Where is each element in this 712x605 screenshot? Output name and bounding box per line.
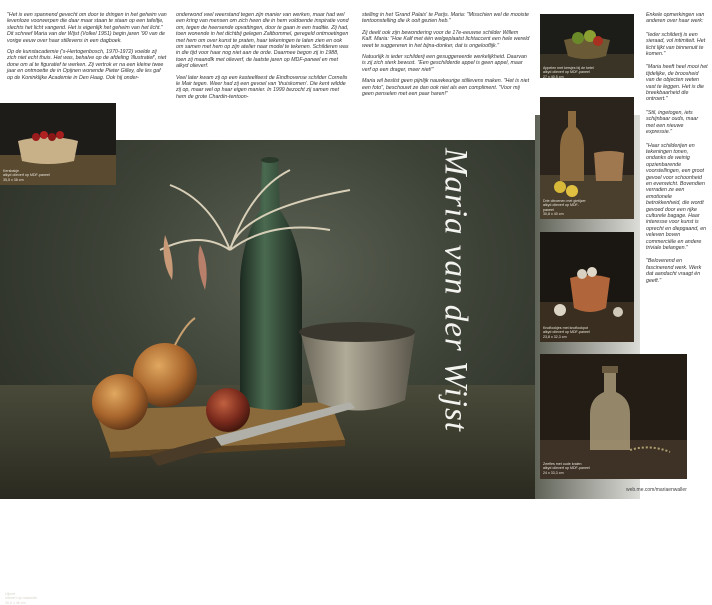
paragraph: Enkele opmerkingen van anderen over haar werk: [646,12,705,25]
paragraph: Veel later kwam zij op een kasteelfeest de Eindhovense schilder Cornelis le Mair tegen. Weer had zij een gevoel van 'thuiskomen'. Die kent wildde zij op, maar wel op haar eigen manier. In 1999 bezocht zij samen met hem de grote Chardin-tentoon- [176,74,348,100]
artwork-caption: Appelen met kersjes bij de ketel alkyd olieverf op MDF-paneel 27 x 40,5 cm [543,66,594,79]
artwork-kersbakje [0,103,116,185]
main-painting-caption: Uijmet olieverf op masonite 30,5 x 46 cm [5,592,38,605]
website-url[interactable]: web.me.com/mariaenwaller [626,487,687,493]
article-column-1 [7,12,167,86]
artwork-appelen [540,14,634,78]
paragraph: Op de kunstacademie ('s-Hertogenbosch, 1970-1972) voelde zij zich niet echt thuis. Het was, behalve op de afdeling 'illustratief', niet done om al te figuratief te werken. Zij vertrok er na een kleine twee jaar en ontmoette de in Opijnen wonende Pieter Gilley, die les gaf op de Koninklijke Academie in Den Haag. Ook hij onder- [7,49,167,81]
artwork-citroenen [540,97,634,219]
paragraph: stelling in het 'Grand Palais' te Parijs. Maria: "Misschien wel de mooiste tentoonstelling die ik ooit gezien heb." [362,12,529,25]
paragraph: Natuurlijk is ieder schilderij een gesuggereerde werkelijkheid. Daarvan is zij zich sterk bewust. "Een geschilderde appel is geen appel, maar verf op een drager, meer niet!" [362,54,527,73]
artist-name-title: Maria van der Wijst [437,148,474,432]
paragraph: "Het is een spannend gevecht om door te dringen in het geheim van levenloze voorwerpen die daar maar staan te staan op een tafeltje, slechts het licht vangend. Het is eigenlijk het geheim van het licht." Dit schreef Maria van der Wijst (Volkel 1951) begin jaren '90 van de vorige eeuw over haar stillevens in een dagboek. [7,12,167,44]
paragraph: Zij deelt ook zijn bewondering voor de 17e-eeuwse schilder Willem Kalf. Maria: "Hoe Kalf met één welgeplaatst lichtaccent een hele wereld weet te suggereren in het bijna-donker, dat is ongelooflijk." [362,29,530,49]
quote: "Ieder schilderij is een sieraad, vol intimiteit. Het licht lijkt van binnenuit te komen." [646,31,706,58]
artwork-zeefles [540,354,687,479]
artwork-caption: Drie citroenen met gietijzer alkyd olieverf op MDF- paneel 30,8 x 40 cm [543,199,586,217]
quote: "Haar schilderijen en tekeningen tonen, ondanks de weinig opzienbarende voorstellingen, een groot gevoel voor schoonheid en evenwicht. Bovendien verraden ze een emotionele betrokkenheid, die wordt gevoed door een rijke culturele bagage. Haar interesse voor kunst is oprecht en diepgaand, en veleven boven commerciële en andere triviale belangen." [646,142,707,251]
article-column-3 [362,12,530,102]
artwork-knoflook [540,232,634,342]
quote: "Stil, ingetogen, iets schijnbaar ouds, maar met een nieuwe expressie." [646,109,699,136]
artwork-caption: Zeefles met oude kralen alkyd olieverf op MDF-paneel 24 x 33,3 cm [543,462,590,475]
artwork-caption: Knoflookjes met knoflookpot alkyd olieverf op MDF-paneel 23,8 x 32,3 cm [543,326,590,339]
paragraph: onderwond veel weerstand tegen zijn manier van werken, maar had wel een kring van mensen om zich heen die in hem voldoende inspiratie vond om, tegen de heersende opvattingen, door te gaan in een traditie. Zij had, toen wonende in het dichtbij gelegen Zaltbommel, geregeld ontmoetingen met hem om over kunst te praten, haar tekeningen te laten zien en ook om samen met hem op zijn atelier naar model te tekenen. Schilderen was in die tijd voor haar nog niet aan de orde. Daarmee begon zij in 1988, toen zij maandlk met olieverf, de laatste jaren op MDF-paneel en met alkyd olieverf. [176,12,349,70]
quotes-column [646,12,708,291]
article-column-2 [176,12,350,105]
paragraph: Maria wil beslist geen pijnlijk nauwkeurige stillevens maken. "Het is niet een foto", beschouwt ze dan ook niet als een compliment. "Voor mij geen penselen met een paar haren!" [362,78,530,98]
artwork-caption: Kersbakje alkyd olieverf op MDF-paneel 35,5 x 38 cm [3,169,50,182]
quote: "Maria heeft heel mooi het tijdelijke, de broosheid van de objecten weten vast te leggen. Het is die breekbaarheid die ontroert." [646,64,708,103]
quote: "Beloverend en fascinerend werk. Werk dat aandacht vraagt én geeft." [646,258,702,284]
painting-artwork [540,354,687,479]
